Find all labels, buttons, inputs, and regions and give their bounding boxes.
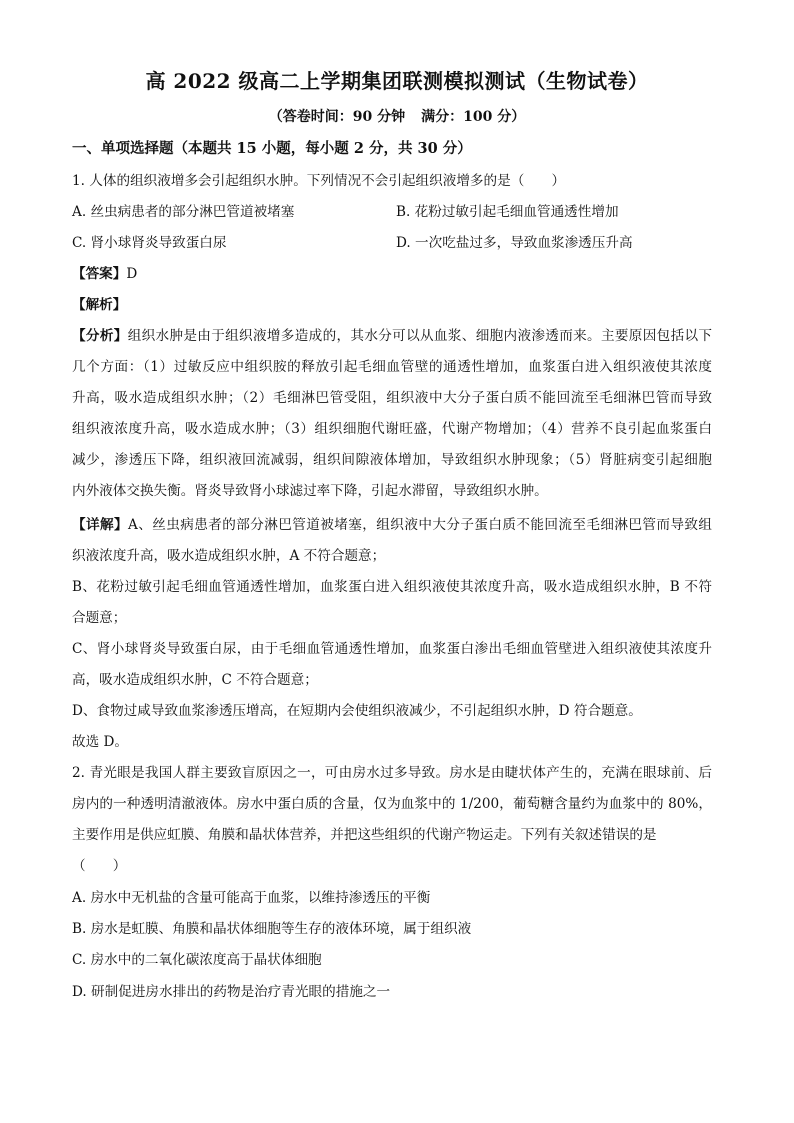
q2-option-d: D. 研制促进房水排出的药物是治疗青光眼的措施之一 (72, 984, 391, 1000)
q1-option-a: A. 丝虫病患者的部分淋巴管道被堵塞 (72, 204, 295, 220)
q2-stem-line-1: 2. 青光眼是我国人群主要致盲原因之一，可由房水过多导致。房水是由睫状体产生的，充满在眼球前、后 (72, 765, 712, 781)
xiangjie-line-7: D、食物过咸导致血浆渗透压增高，在短期内会使组织液减少，不引起组织水肿，D 符合题意。 (72, 703, 642, 719)
q1-option-d: D. 一次吃盐过多，导致血浆渗透压升高 (396, 235, 633, 251)
page-title: 高 2022 级高二上学期集团联测模拟测试（生物试卷） (145, 69, 649, 93)
fenxi-line-3: 升高，吸水造成组织水肿；（2）毛细淋巴管受阻，组织液中大分子蛋白质不能回流至毛细淋巴管而导致 (72, 390, 712, 406)
answer-value: D (126, 266, 138, 282)
xiangjie-line-4: 合题意； (72, 610, 127, 626)
q2-stem-line-4: （ ） (72, 858, 127, 874)
answer-tag: 【答案】 (72, 266, 127, 282)
xiangjie-line-2: 织液浓度升高，吸水造成组织水肿，A 不符合题意； (72, 548, 386, 564)
section-heading: 一、单项选择题（本题共 15 小题，每小题 2 分，共 30 分） (72, 140, 472, 157)
exam-info (0, 108, 794, 126)
fenxi-line-4: 组织液浓度升高，吸水造成水肿；（3）组织细胞代谢旺盛，代谢产物增加；（4）营养不良引起血浆蛋白 (72, 421, 712, 437)
fenxi-line-5: 减少，渗透压下降，组织液回流减弱，组织间隙液体增加，导致组织水肿现象；（5）肾脏病变引起细胞 (72, 452, 712, 468)
q1-option-c: C. 肾小球肾炎导致蛋白尿 (72, 235, 227, 251)
exam-score: 满分：100 分） (421, 109, 526, 125)
q2-option-a: A. 房水中无机盐的含量可能高于血浆，以维持渗透压的平衡 (72, 890, 431, 906)
q1-option-b: B. 花粉过敏引起毛细血管通透性增加 (396, 204, 619, 220)
q2-stem-line-2: 房内的一种透明清澈液体。房水中蛋白质的含量，仅为血浆中的 1/200，葡萄糖含量约为血浆中的 80%， (72, 796, 712, 812)
xiangjie-line-5: C、肾小球肾炎导致蛋白尿，由于毛细血管通透性增加，血浆蛋白渗出毛细血管壁进入组织液使其浓度升 (72, 641, 712, 657)
xiangjie-tag: 【详解】 (72, 517, 129, 533)
fenxi-line-6: 内外液体交换失衡。肾炎导致肾小球滤过率下降，引起水滞留，导致组织水肿。 (72, 483, 548, 499)
fenxi-line-1: 【分析】组织水肿是由于组织液增多造成的，其水分可以从血浆、细胞内液渗透而来。主要原因包括以下 (72, 328, 713, 344)
xiangjie-line-8: 故选 D。 (72, 734, 129, 750)
q1-answer (72, 265, 137, 283)
xiangjie-line-3: B、花粉过敏引起毛细血管通透性增加，血浆蛋白进入组织液使其浓度升高，吸水造成组织水肿，B 不符 (72, 579, 712, 595)
fenxi-tag: 【分析】 (72, 328, 128, 344)
xiangjie-line-1: 【详解】A、丝虫病患者的部分淋巴管道被堵塞，组织液中大分子蛋白质不能回流至毛细淋巴管而导致组 (72, 517, 712, 533)
exam-time: （答卷时间：90 分钟 (268, 109, 406, 125)
q2-option-b: B. 房水是虹膜、角膜和晶状体细胞等生存的液体环境，属于组织液 (72, 921, 472, 937)
xiangjie-line-6: 高，吸水造成组织水肿，C 不符合题意； (72, 672, 318, 688)
fenxi-line-2: 几个方面：（1）过敏反应中组织胺的释放引起毛细血管壁的通透性增加，血浆蛋白进入组织液使其浓度 (72, 359, 712, 375)
q1-stem: 1. 人体的组织液增多会引起组织水肿。下列情况不会引起组织液增多的是（ ） (72, 173, 566, 189)
q2-stem-line-3: 主要作用是供应虹膜、角膜和晶状体营养，并把这些组织的代谢产物运走。下列有关叙述错误的是 (72, 827, 657, 843)
q2-option-c: C. 房水中的二氧化碳浓度高于晶状体细胞 (72, 952, 322, 968)
analysis-tag: 【解析】 (72, 297, 127, 313)
